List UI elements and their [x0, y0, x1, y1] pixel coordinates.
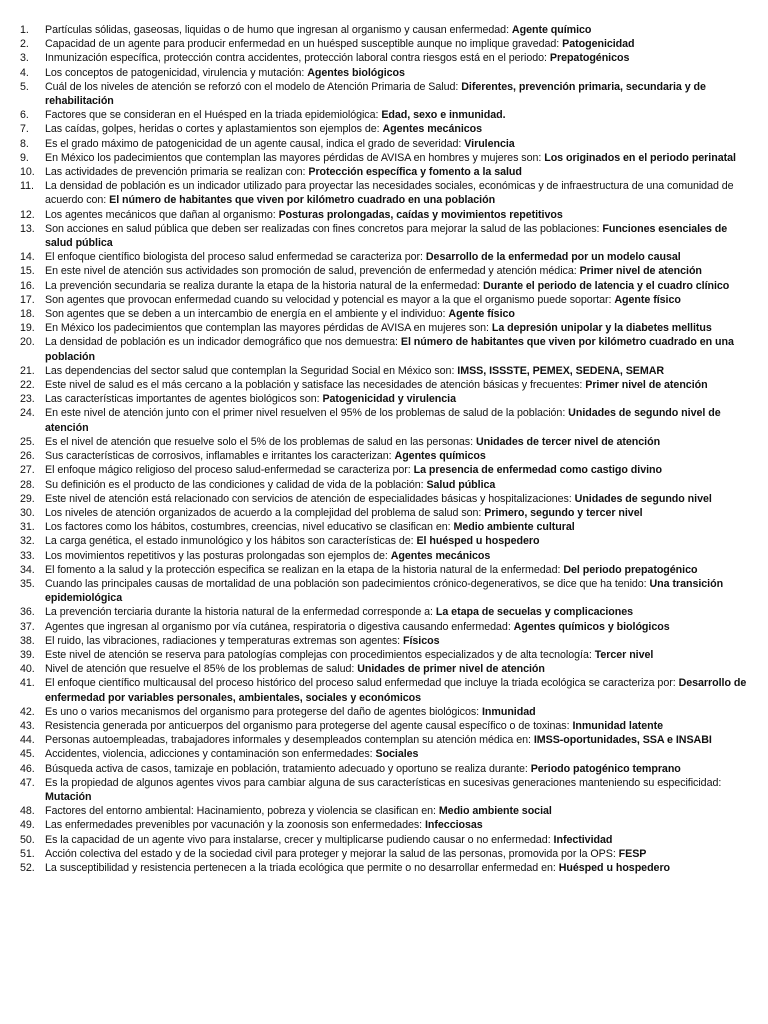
list-item [0, 307, 768, 321]
list-item [0, 208, 768, 222]
item-number: 14. [20, 251, 35, 264]
list-item [0, 179, 768, 207]
item-number: 36. [20, 606, 35, 619]
question-text: Resistencia generada por anticuerpos del organismo para protegerse del agente causal específico o de toxinas: [45, 719, 573, 732]
answer-text: Unidades de primer nivel de atención [357, 663, 545, 676]
item-number: 15. [20, 265, 35, 278]
answer-text: Agentes químicos y biológicos [513, 620, 670, 633]
item-number: 48. [20, 805, 35, 818]
question-text: En este nivel de atención sus actividades son promoción de salud, prevención de enfermedad y atención médica: [45, 265, 580, 278]
answer-text: Periodo patogénico temprano [530, 762, 681, 775]
answer-text: Tercer nivel [594, 648, 654, 661]
list-item [0, 378, 768, 392]
item-number: 23. [20, 393, 35, 406]
question-text: La prevención terciaria durante la historia natural de la enfermedad corresponde a: [45, 606, 436, 619]
question-text: Sus características de corrosivos, inflamables e irritantes los caracterizan: [45, 450, 395, 463]
answer-text: Patogenicidad y virulencia [322, 393, 456, 406]
question-text: El enfoque científico multicausal del proceso histórico del proceso salud enfermedad que incluye la triada ecológica se caracteriza por: [45, 677, 679, 690]
answer-text: Agentes químicos [394, 450, 486, 463]
item-number: 9. [20, 151, 29, 164]
item-number: 18. [20, 308, 35, 321]
list-item [0, 463, 768, 477]
item-number: 49. [20, 819, 35, 832]
answer-text: Prepatogénicos [549, 52, 630, 65]
item-number: 46. [20, 762, 35, 775]
list-item [0, 804, 768, 818]
item-number: 6. [20, 109, 29, 122]
list-item [0, 435, 768, 449]
item-number: 47. [20, 776, 35, 789]
item-number: 34. [20, 563, 35, 576]
list-item [0, 108, 768, 122]
item-number: 29. [20, 492, 35, 505]
list-item [0, 506, 768, 520]
item-number: 43. [20, 719, 35, 732]
list-item [0, 534, 768, 548]
list-item [0, 165, 768, 179]
question-text: Es uno o varios mecanismos del organismo para protegerse del daño de agentes biológicos: [45, 705, 482, 718]
answer-text: Infectividad [553, 833, 613, 846]
list-item [0, 449, 768, 463]
item-number: 41. [20, 677, 35, 690]
item-number: 44. [20, 734, 35, 747]
question-text: El ruido, las vibraciones, radiaciones y temperaturas extremas son agentes: [45, 634, 403, 647]
item-number: 1. [20, 24, 29, 36]
item-number: 3. [20, 52, 29, 65]
question-text: Las actividades de prevención primaria se realizan con: [45, 166, 309, 179]
list-item [0, 66, 768, 80]
answer-text: Agentes mecánicos [390, 549, 491, 562]
list-item [0, 478, 768, 492]
item-number: 32. [20, 535, 35, 548]
answer-text: El huésped u hospedero [416, 535, 540, 548]
list-item [0, 406, 768, 434]
item-number: 2. [20, 38, 29, 51]
answer-text: Edad, sexo e inmunidad. [381, 109, 506, 122]
question-text: La densidad de población es un indicador demográfico que nos demuestra: [45, 336, 401, 349]
list-item [0, 250, 768, 264]
question-text: El enfoque mágico religioso del proceso salud-enfermedad se caracteriza por: [45, 464, 414, 477]
item-number: 45. [20, 748, 35, 761]
answer-text: IMSS, ISSSTE, PEMEX, SEDENA, SEMAR [457, 364, 665, 377]
list-item [0, 861, 768, 875]
list-item [0, 23, 768, 37]
question-text: Son agentes que provocan enfermedad cuando su velocidad y potencial es mayor a la que el organismo puede soportar: [45, 293, 615, 306]
question-text: Es el nivel de atención que resuelve solo el 5% de los problemas de salud en las personas: [45, 435, 476, 448]
question-text: Los movimientos repetitivos y las posturas prolongadas son ejemplos de: [45, 549, 391, 562]
item-number: 17. [20, 293, 35, 306]
answer-text: FESP [618, 847, 647, 860]
question-text: Este nivel de atención está relacionado con servicios de atención de especialidades básicas y hospitalizaciones: [45, 492, 575, 505]
question-text: Partículas sólidas, gaseosas, liquidas o de humo que ingresan al organismo y causan enfermedad: [45, 24, 512, 36]
answer-text: Protección específica y fomento a la salud [308, 166, 522, 179]
answer-text: Medio ambiente cultural [453, 521, 575, 534]
answer-text: Primer nivel de atención [579, 265, 702, 278]
answer-text: Posturas prolongadas, caídas y movimientos repetitivos [278, 208, 563, 221]
question-text: Búsqueda activa de casos, tamizaje en población, tratamiento adecuado y oportuno se realiza durante: [45, 762, 531, 775]
question-text: Los agentes mecánicos que dañan al organismo: [45, 208, 279, 221]
answer-text: Agente físico [614, 293, 681, 306]
list-item [0, 833, 768, 847]
answer-text: Unidades de tercer nivel de atención [475, 435, 661, 448]
question-text: Las caídas, golpes, heridas o cortes y aplastamientos son ejemplos de: [45, 123, 383, 136]
answer-text: Una transición epidemiológica [45, 577, 724, 605]
list-item [0, 137, 768, 151]
item-number: 51. [20, 847, 35, 860]
answer-text: Patogenicidad [562, 38, 635, 51]
list-item [0, 321, 768, 335]
list-item [0, 37, 768, 51]
question-text: Los factores como los hábitos, costumbres, creencias, nivel educativo se clasifican en: [45, 521, 454, 534]
question-text: La susceptibilidad y resistencia pertenecen a la triada ecológica que permite o no desarrollar enfermedad en: [45, 861, 559, 874]
question-text: Es el grado máximo de patogenicidad de un agente causal, indica el grado de severidad: [45, 137, 465, 150]
question-text: El enfoque científico biologista del proceso salud enfermedad se caracteriza por: [45, 251, 426, 264]
answer-text: El número de habitantes que viven por kilómetro cuadrado en una población [45, 336, 734, 363]
list-item [0, 719, 768, 733]
answer-text: La etapa de secuelas y complicaciones [435, 606, 634, 619]
answer-text: Salud pública [426, 478, 496, 491]
question-text: Las enfermedades prevenibles por vacunación y la zoonosis son enfermedades: [45, 819, 425, 832]
item-number: 20. [20, 336, 35, 349]
list-item [0, 776, 768, 804]
answer-text: Medio ambiente social [438, 805, 552, 818]
question-text: Agentes que ingresan al organismo por vía cutánea, respiratoria o digestiva causando enfermedad: [45, 620, 514, 633]
item-number: 8. [20, 137, 29, 150]
list-item [0, 648, 768, 662]
item-number: 42. [20, 705, 35, 718]
question-text: La densidad de población es un indicador utilizado para proyectar las necesidades sociales, económicas y de infraestructura de una comunidad de acuerdo con: [45, 180, 734, 207]
item-number: 38. [20, 634, 35, 647]
item-number: 37. [20, 620, 35, 633]
answer-text: Funciones esenciales de salud pública [45, 222, 728, 250]
item-number: 33. [20, 549, 35, 562]
item-number: 35. [20, 577, 35, 590]
answer-text: Virulencia [464, 137, 515, 150]
question-text: Acción colectiva del estado y de la sociedad civil para proteger y mejorar la salud de las personas, promovida por la OPS: [45, 847, 619, 860]
item-number: 40. [20, 663, 35, 676]
question-text: Personas autoempleadas, trabajadores informales y desempleados contemplan su atención médica en: [45, 734, 534, 747]
list-item [0, 676, 768, 704]
question-text: Son acciones en salud pública que deben ser realizadas con fines concretos para mejorar la salud de las poblaciones: [45, 222, 603, 235]
answer-text: Durante el periodo de latencia y el cuadro clínico [482, 279, 730, 292]
item-number: 16. [20, 279, 35, 292]
answer-text: La depresión unipolar y la diabetes mellitus [491, 322, 712, 335]
question-text: El fomento a la salud y la protección especifica se realizan en la etapa de la historia natural de la enfermedad: [45, 563, 564, 576]
item-number: 10. [20, 166, 35, 179]
item-number: 31. [20, 521, 35, 534]
question-text: Accidentes, violencia, adicciones y contaminación son enfermedades: [45, 748, 376, 761]
question-text: Factores que se consideran en el Huésped en la triada epidemiológica: [45, 109, 382, 122]
answer-text: Desarrollo de la enfermedad por un modelo causal [425, 251, 681, 264]
question-text: Cuál de los niveles de atención se reforzó con el modelo de Atención Primaria de Salud: [45, 80, 462, 93]
answer-text: Diferentes, prevención primaria, secundaria y de rehabilitación [45, 80, 706, 108]
list-item [0, 492, 768, 506]
item-number: 26. [20, 450, 35, 463]
item-number: 50. [20, 833, 35, 846]
question-text: Este nivel de atención se reserva para patologías complejas con procedimientos especializados y de alta tecnología: [45, 648, 595, 661]
answer-text: Desarrollo de enfermedad por variables personales, ambientales, sociales y económicos [45, 677, 747, 704]
list-item [0, 335, 768, 363]
question-text: En este nivel de atención junto con el primer nivel resuelven el 95% de los problemas de salud de la población: [45, 407, 569, 420]
question-text: La prevención secundaria se realiza durante la etapa de la historia natural de la enfermedad: [45, 279, 483, 292]
item-number: 5. [20, 80, 29, 93]
list-item [0, 80, 768, 108]
answer-text: Mutación [45, 790, 92, 803]
answer-text: IMSS-oportunidades, SSA e INSABI [533, 734, 712, 747]
question-text: Su definición es el producto de las condiciones y calidad de vida de la población: [45, 478, 427, 491]
item-number: 30. [20, 506, 35, 519]
answer-text: Agentes biológicos [307, 66, 405, 79]
list-item [0, 620, 768, 634]
answer-text: Del periodo prepatogénico [563, 563, 698, 576]
item-number: 4. [20, 66, 29, 79]
question-text: La carga genética, el estado inmunológico y los hábitos son características de: [45, 535, 417, 548]
answer-text: Agentes mecánicos [382, 123, 483, 136]
list-item [0, 392, 768, 406]
list-item [0, 563, 768, 577]
question-text: Factores del entorno ambiental: Hacinamiento, pobreza y violencia se clasifican en: [45, 805, 439, 818]
item-number: 27. [20, 464, 35, 477]
item-number: 19. [20, 322, 35, 335]
item-number: 7. [20, 123, 29, 136]
item-number: 11. [20, 180, 34, 193]
list-item [0, 818, 768, 832]
question-text: Los conceptos de patogenicidad, virulencia y mutación: [45, 66, 308, 79]
question-answer-list [0, 23, 768, 875]
question-text: Es la capacidad de un agente vivo para instalarse, crecer y multiplicarse pudiendo causar o no enfermedad: [45, 833, 554, 846]
item-number: 52. [20, 861, 35, 874]
answer-text: La presencia de enfermedad como castigo divino [413, 464, 662, 477]
answer-text: Infecciosas [425, 819, 483, 832]
answer-text: Primero, segundo y tercer nivel [484, 506, 643, 519]
answer-text: Primer nivel de atención [585, 379, 708, 392]
list-item [0, 293, 768, 307]
list-item [0, 705, 768, 719]
item-number: 24. [20, 407, 35, 420]
list-item [0, 151, 768, 165]
question-text: Este nivel de salud es el más cercano a la población y satisface las necesidades de atención básicas y frecuentes: [45, 379, 586, 392]
list-item [0, 520, 768, 534]
list-item [0, 634, 768, 648]
answer-text: Inmunidad latente [572, 719, 664, 732]
list-item [0, 122, 768, 136]
item-number: 22. [20, 379, 35, 392]
answer-text: El número de habitantes que viven por kilómetro cuadrado en una población [109, 194, 496, 207]
list-item [0, 51, 768, 65]
question-text: Las características importantes de agentes biológicos son: [45, 393, 323, 406]
item-number: 25. [20, 435, 35, 448]
list-item [0, 279, 768, 293]
item-number: 13. [20, 222, 35, 235]
list-item [0, 733, 768, 747]
list-item [0, 364, 768, 378]
question-text: Nivel de atención que resuelve el 85% de los problemas de salud: [45, 663, 358, 676]
answer-text: Agente químico [511, 24, 592, 36]
list-item [0, 847, 768, 861]
question-text: Capacidad de un agente para producir enfermedad en un huésped susceptible aunque no implique gravedad: [45, 38, 563, 51]
list-item [0, 264, 768, 278]
question-text: En México los padecimientos que contemplan las mayores pérdidas de AVISA en hombres y mujeres son: [45, 151, 545, 164]
answer-text: Unidades de segundo nivel [574, 492, 712, 505]
question-text: En México los padecimientos que contemplan las mayores pérdidas de AVISA en mujeres son: [45, 322, 492, 335]
list-item [0, 577, 768, 605]
item-number: 28. [20, 478, 35, 491]
answer-text: Físicos [402, 634, 440, 647]
question-text: Las dependencias del sector salud que contemplan la Seguridad Social en México son: [45, 364, 458, 377]
list-item [0, 747, 768, 761]
answer-text: Huésped u hospedero [558, 861, 671, 874]
item-number: 21. [20, 364, 35, 377]
list-item [0, 222, 768, 250]
question-text: Inmunización específica, protección contra accidentes, protección laboral contra riesgos está en el periodo: [45, 52, 550, 65]
item-number: 39. [20, 648, 35, 661]
question-text: Es la propiedad de algunos agentes vivos para cambiar alguna de sus características en sucesivas generaciones manteniendo su especificidad: [45, 776, 722, 789]
answer-text: Unidades de segundo nivel de atención [45, 407, 721, 434]
answer-text: Agente físico [448, 308, 515, 321]
list-item [0, 762, 768, 776]
answer-text: Los originados en el periodo perinatal [544, 151, 736, 164]
question-text: Son agentes que se deben a un intercambio de energía en el ambiente y el individuo: [45, 308, 449, 321]
list-item [0, 662, 768, 676]
list-item [0, 549, 768, 563]
answer-text: Inmunidad [481, 705, 536, 718]
item-number: 12. [20, 208, 35, 221]
list-item [0, 605, 768, 619]
answer-text: Sociales [375, 748, 419, 761]
question-text: Los niveles de atención organizados de acuerdo a la complejidad del problema de salud son: [45, 506, 485, 519]
question-text: Cuando las principales causas de mortalidad de una población son padecimientos crónico-degenerativos, se dice que ha tenido: [45, 577, 650, 590]
